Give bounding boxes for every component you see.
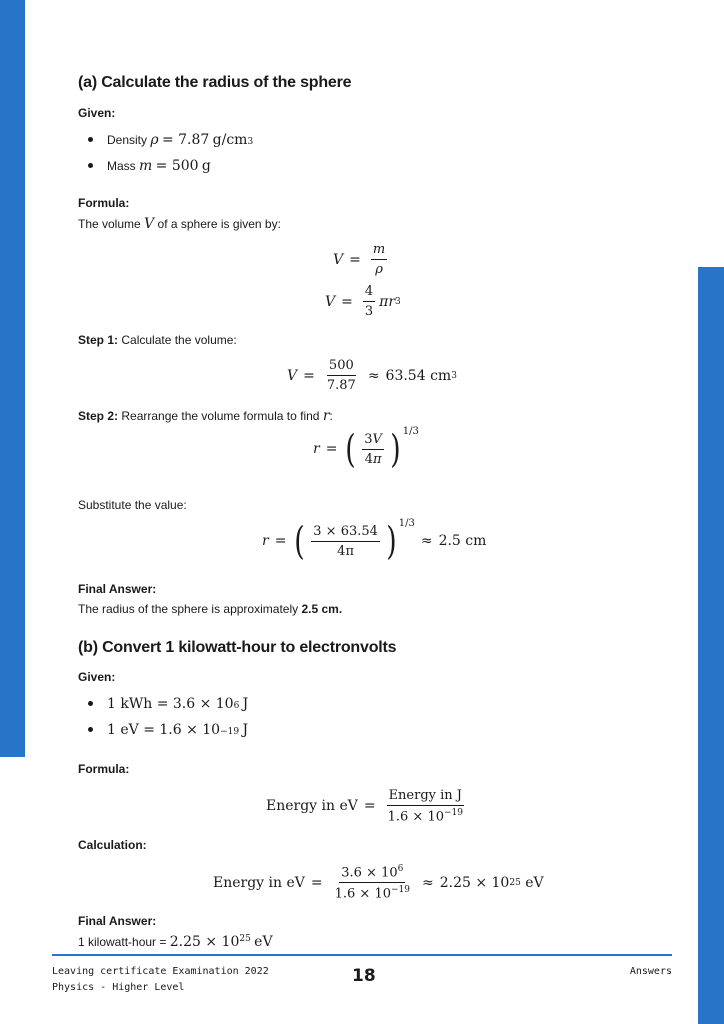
equation-step1: V = $\frac{500}{7.87}$ ≈ 63.54 cm 3: [287, 358, 457, 393]
equation-radius-substitution: r = ( $\frac{3 \times 63.54}{4\pi}$ ) 1/3 ≈ 2.5 cm: [262, 518, 487, 563]
equation-radius-formula: r = ( $\frac{3V}{4\pi}$ ) 1/3: [313, 426, 419, 471]
substitute-text: Substitute the value:: [78, 498, 187, 512]
equation-ev-formula: Energy in eV = $\frac{\text{Energy in J}}{1.6 \times 10^{-19}}$: [266, 788, 463, 825]
part-a-final-answer: The radius of the sphere is approximately 2.5 cm.: [78, 602, 343, 616]
part-b-final-label: Final Answer:: [78, 914, 157, 928]
step1-line: Step 1: Calculate the volume:: [78, 333, 237, 347]
bullet-icon: [88, 727, 93, 732]
part-a-heading: (a) Calculate the radius of the sphere: [78, 74, 352, 91]
step2-line: Step 2: Rearrange the volume formula to find r:: [78, 408, 333, 424]
equation-sphere-volume: V = $\frac{4}{3}$ πr 3: [325, 284, 401, 319]
part-a-formula-label: Formula:: [78, 196, 130, 210]
part-b-heading: (b) Convert 1 kilowatt-hour to electronvolts: [78, 639, 397, 656]
footer-section: Answers: [629, 966, 672, 977]
given-ev-item: 1 eV = 1.6 × 10 −19 J: [88, 722, 248, 738]
equation-density-volume: V = $\frac{m}{\rho}$: [333, 242, 386, 277]
footer-subject: Physics - Higher Level: [52, 982, 185, 993]
formula-description: The volume V of a sphere is given by:: [78, 216, 281, 232]
footer-divider: [52, 954, 672, 956]
bullet-icon: [88, 163, 93, 168]
left-accent-bar: [0, 0, 25, 757]
given-density-item: Density ρ = 7.87 g/cm 3: [88, 132, 253, 148]
equation-ev-calculation: Energy in eV = $\frac{3.6 \times 10^6}{1.6 \times 10^{-19}}$ ≈ 2.25 × 10 25 eV: [213, 864, 544, 902]
part-a-given-label: Given:: [78, 106, 116, 120]
part-b-final-answer: 1 kilowatt-hour = $2.25 \times 10^{25}$ eV: [78, 934, 273, 950]
part-b-given-label: Given:: [78, 670, 116, 684]
part-b-calculation-label: Calculation:: [78, 838, 147, 852]
part-a-final-label: Final Answer:: [78, 582, 157, 596]
given-kwh-item: 1 kWh = 3.6 × 10 6 J: [88, 696, 248, 712]
page-number: 18: [352, 966, 376, 986]
part-b-formula-label: Formula:: [78, 762, 130, 776]
bullet-icon: [88, 701, 93, 706]
footer-exam-title: Leaving certificate Examination 2022: [52, 966, 269, 977]
bullet-icon: [88, 137, 93, 142]
right-accent-bar: [698, 267, 724, 1024]
given-mass-item: Mass m = 500 g: [88, 158, 211, 174]
